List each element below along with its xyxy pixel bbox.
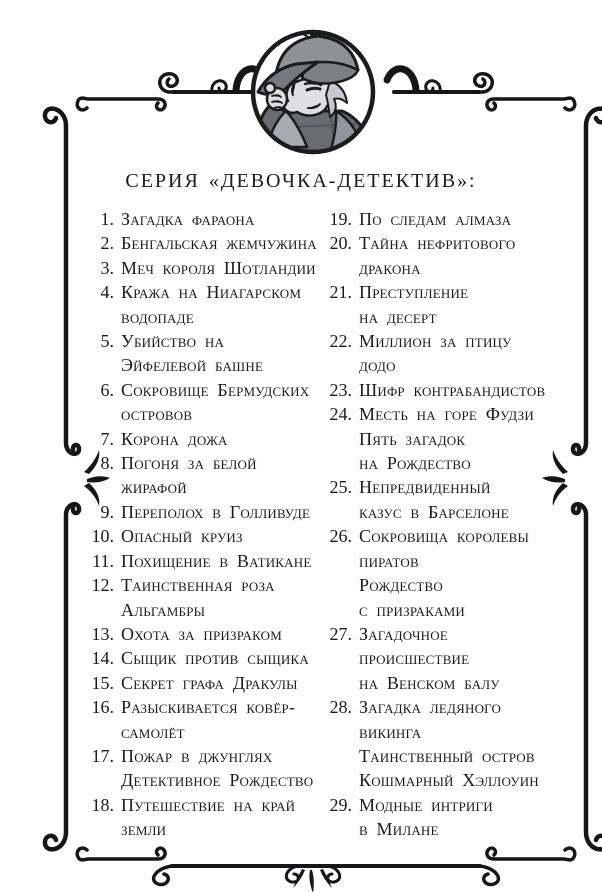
series-list-item (80, 793, 318, 842)
title-line: жирафой (121, 477, 187, 498)
item-number: 15. (91, 672, 114, 693)
item-title (359, 207, 545, 231)
series-list (80, 207, 546, 842)
series-list-item (80, 378, 318, 427)
item-title (359, 622, 545, 695)
item-title (121, 524, 318, 548)
title-line: Опасный круиз (121, 526, 243, 547)
item-number: 17. (91, 745, 114, 766)
item-number: 25. (329, 477, 352, 498)
title-line: Меч короля Шотландии (121, 257, 316, 278)
series-list-item (318, 524, 545, 622)
item-number: 13. (91, 623, 114, 644)
title-line: Эйфелевой башне (121, 355, 264, 376)
series-list-item (318, 622, 545, 695)
girl-detective-icon (250, 29, 376, 155)
item-number: 6. (100, 379, 114, 400)
title-line: Миллион за птицу (359, 331, 512, 352)
title-line: в Милане (359, 819, 439, 840)
title-line: земли (121, 819, 167, 840)
title-line: Разыскивается ковёр- (121, 697, 296, 718)
item-number: 26. (329, 526, 352, 547)
title-line: додо (359, 355, 396, 376)
series-list-item (80, 231, 318, 255)
item-title (121, 744, 318, 793)
item-number: 22. (329, 331, 352, 352)
item-title (121, 451, 318, 500)
title-line: островов (121, 404, 193, 425)
title-line: на Венском балу (359, 672, 500, 693)
item-number: 4. (100, 282, 114, 303)
series-list-item (80, 329, 318, 378)
title-line: По следам алмаза (359, 209, 512, 229)
series-list-item (80, 646, 318, 670)
item-title (121, 622, 318, 646)
title-line: Пять загадок (359, 428, 466, 449)
item-number: 10. (91, 526, 114, 547)
title-line: Корона дожа (121, 428, 228, 449)
title-line: Бенгальская жемчужина (121, 233, 317, 254)
item-title (121, 573, 318, 622)
series-list-right-column (318, 207, 545, 842)
item-title (359, 231, 545, 280)
series-list-item (318, 280, 545, 329)
series-list-item (318, 475, 545, 524)
title-line: Сокровища королевы (359, 526, 530, 547)
item-title (121, 280, 318, 329)
item-title (121, 646, 318, 670)
title-line: Загадочное (359, 623, 448, 644)
series-list-item (80, 549, 318, 573)
item-number: 20. (329, 233, 352, 254)
item-title (359, 378, 545, 402)
title-line: Кража на Ниагарском (121, 282, 302, 303)
series-list-item (318, 793, 545, 842)
item-number: 11. (92, 550, 114, 571)
item-number: 8. (100, 453, 114, 474)
series-list-item (80, 427, 318, 451)
series-list-item (80, 256, 318, 280)
series-list-left-column (80, 207, 318, 842)
title-line: Таинственная роза (121, 575, 275, 596)
title-line: Сыщик против сыщика (121, 648, 309, 669)
title-line: пиратов (359, 550, 419, 571)
item-title (359, 524, 545, 622)
item-number: 24. (329, 404, 352, 425)
title-line: дракона (359, 257, 421, 278)
title-line: Пожар в джунглях (121, 745, 273, 766)
item-title (121, 231, 318, 255)
series-list-item (80, 573, 318, 622)
title-line: Секрет графа Дракулы (121, 672, 298, 693)
series-list-item (80, 524, 318, 548)
item-number: 9. (100, 501, 114, 522)
item-number: 21. (329, 282, 352, 303)
series-list-item (318, 231, 545, 280)
item-title (121, 329, 318, 378)
item-title (121, 793, 318, 842)
item-number: 12. (91, 575, 114, 596)
series-title: СЕРИЯ «ДЕВОЧКА-ДЕТЕКТИВ»: (125, 170, 477, 192)
item-title (359, 280, 545, 329)
title-line: Загадка фараона (121, 209, 255, 229)
title-line: Тайна нефритового (359, 233, 516, 254)
title-line: Преступление (359, 282, 469, 303)
series-list-item (318, 402, 545, 475)
item-number: 29. (329, 794, 352, 815)
title-line: Охота за призраком (121, 623, 282, 644)
series-list-item (80, 451, 318, 500)
series-list-item (318, 695, 545, 793)
title-line: Похищение в Ватикане (121, 550, 312, 571)
title-line: на десерт (359, 306, 437, 327)
item-number: 5. (100, 331, 114, 352)
title-line: Переполох в Голливуде (121, 501, 311, 522)
item-title (359, 475, 545, 524)
item-title (359, 402, 545, 475)
title-line: Шифр контрабандистов (359, 379, 546, 400)
item-number: 3. (100, 257, 114, 278)
title-line: Модные интриги (359, 794, 493, 815)
title-line: Сокровище Бермудских (121, 379, 310, 400)
title-line: Рождество (359, 575, 444, 596)
item-number: 23. (329, 379, 352, 400)
item-number: 27. (329, 623, 352, 644)
series-list-item (80, 695, 318, 744)
series-list-item (80, 207, 318, 231)
title-line: Таинственный остров (359, 745, 535, 766)
item-title (359, 695, 545, 793)
title-line: Убийство на (121, 331, 225, 352)
title-line: с призраками (359, 599, 466, 620)
series-list-item (318, 329, 545, 378)
item-title (121, 671, 318, 695)
title-line: Альгамбры (121, 599, 206, 620)
item-title (121, 427, 318, 451)
series-list-item (318, 207, 545, 231)
item-number: 16. (91, 697, 114, 718)
series-list-item (80, 280, 318, 329)
series-list-item (80, 671, 318, 695)
item-title (359, 793, 545, 842)
item-number: 2. (100, 233, 114, 254)
title-line: Месть на горе Фудзи (359, 404, 534, 425)
item-number: 14. (91, 648, 114, 669)
title-line: Погоня за белой (121, 453, 257, 474)
series-list-item (80, 500, 318, 524)
item-number: 28. (329, 697, 352, 718)
title-line: Путешествие на край (121, 794, 296, 815)
title-line: Загадка ледяного (359, 697, 502, 718)
item-number: 18. (91, 794, 114, 815)
item-title (121, 500, 318, 524)
item-title (121, 549, 318, 573)
item-title (121, 256, 318, 280)
series-list-item (318, 378, 545, 402)
title-line: Кошмарный Хэллоуин (359, 770, 539, 791)
item-title (121, 207, 318, 231)
title-line: Детективное Рождество (121, 770, 314, 791)
item-title (121, 695, 318, 744)
item-number: 7. (100, 428, 114, 449)
title-line: водопаде (121, 306, 194, 327)
title-line: на Рождество (359, 453, 471, 474)
item-title (359, 329, 545, 378)
title-line: самолёт (121, 721, 185, 742)
item-number: 19. (329, 209, 352, 229)
item-title (121, 378, 318, 427)
title-line: викинга (359, 721, 422, 742)
series-list-item (80, 622, 318, 646)
item-number: 1. (100, 209, 114, 229)
series-list-item (80, 744, 318, 793)
title-line: Непредвиденный (359, 477, 491, 498)
title-line: происшествие (359, 648, 470, 669)
title-line: казус в Барселоне (359, 501, 509, 522)
